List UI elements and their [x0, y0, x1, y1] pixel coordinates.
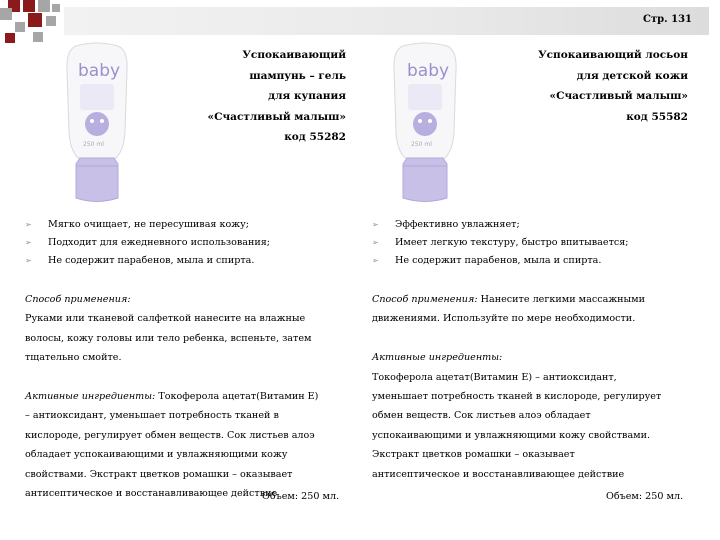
- deco-square: [52, 4, 60, 12]
- deco-square: [5, 33, 15, 43]
- page-number: Стр. 131: [643, 14, 692, 25]
- product-1-volume: Объем: 250 мл.: [262, 491, 340, 502]
- feature-item: ➢ Эффективно увлажняет;: [372, 216, 629, 234]
- product-code: код 55282: [284, 131, 346, 143]
- deco-square: [28, 13, 42, 27]
- bottle-brand: baby: [407, 61, 450, 81]
- usage-line: тщательно смойте.: [25, 352, 122, 364]
- bottle-brand: baby: [78, 61, 121, 81]
- deco-square: [33, 32, 43, 42]
- product-1-features: [25, 216, 270, 270]
- deco-square: [38, 0, 50, 12]
- feature-item: ➢ Подходит для ежедневного использования;: [25, 234, 270, 252]
- ingredients-line: Экстракт цветков ромашки – оказывает: [372, 449, 575, 461]
- usage-label: Способ применения:: [25, 294, 131, 305]
- ingredients-label: Активные ингредиенты:: [372, 352, 503, 364]
- title-line: «Счастливый малыш»: [549, 90, 688, 102]
- feature-item: ➢ Мягко очищает, не пересушивая кожу;: [25, 216, 270, 234]
- title-line: Успокаивающий: [242, 49, 346, 61]
- ingredients-line: уменьшает потребность тканей в кислороде, регулирует: [372, 391, 662, 403]
- feature-item: ➢ Не содержит парабенов, мыла и спирта.: [25, 252, 270, 270]
- product-2-title: [520, 45, 688, 127]
- ingredients-line: свойствами. Экстракт цветков ромашки – оказывает: [25, 468, 293, 480]
- ingredients-line: кислороде, регулирует обмен веществ. Сок листьев алоэ: [25, 429, 315, 441]
- bottle-size: 250 ml: [411, 141, 432, 148]
- usage-line: Нанесите легкими массажными: [477, 294, 646, 305]
- ingredients-line: Токоферола ацетат(Витамин Е): [155, 391, 319, 403]
- ingredients-line: – антиоксидант, уменьшает потребность тканей в: [25, 410, 279, 422]
- feature-item: ➢ Не содержит парабенов, мыла и спирта.: [372, 252, 629, 270]
- lotion-bottle-image: [385, 40, 465, 205]
- product-2-description: [372, 290, 661, 484]
- usage-line: движениями. Используйте по мере необходимости.: [372, 313, 636, 325]
- usage-line: Руками или тканевой салфеткой нанесите на влажные: [25, 313, 306, 325]
- usage-label: Способ применения:: [372, 294, 478, 305]
- ingredients-line: успокаивающими и увлажняющими кожу свойствами.: [372, 429, 651, 441]
- title-line: Успокаивающий лосьон: [538, 49, 688, 61]
- deco-square: [46, 16, 56, 26]
- product-code: код 55582: [626, 110, 688, 123]
- deco-square: [15, 22, 25, 32]
- product-2-volume: Объем: 250 мл.: [606, 491, 684, 502]
- product-1-description: [25, 290, 318, 503]
- title-line: для купания: [268, 90, 346, 102]
- ingredients-label: Активные ингредиенты:: [25, 391, 156, 403]
- usage-line: волосы, кожу головы или тело ребенка, вспеньте, затем: [25, 332, 312, 344]
- header-bar: [64, 7, 709, 35]
- ingredients-line: Токоферола ацетат(Витамин Е) – антиоксидант,: [372, 371, 617, 383]
- product-1-title: [200, 45, 346, 148]
- deco-square: [23, 0, 35, 12]
- ingredients-line: обладает успокаивающими и увлажняющими кожу: [25, 449, 288, 461]
- ingredients-line: антисептическое и восстанавливающее действие: [372, 468, 625, 480]
- deco-square: [0, 8, 12, 20]
- feature-item: ➢ Имеет легкую текстуру, быстро впитывается;: [372, 234, 629, 252]
- title-line: для детской кожи: [576, 69, 688, 82]
- ingredients-line: обмен веществ. Сок листьев алоэ обладает: [372, 410, 591, 422]
- product-2-features: [372, 216, 629, 270]
- title-line: «Счастливый малыш»: [207, 110, 346, 123]
- title-line: шампунь – гель: [249, 69, 346, 82]
- ingredients-line: антисептическое и восстанавливающее действие: [25, 488, 278, 500]
- shampoo-bottle-image: [58, 40, 136, 205]
- bottle-size: 250 ml: [83, 141, 104, 148]
